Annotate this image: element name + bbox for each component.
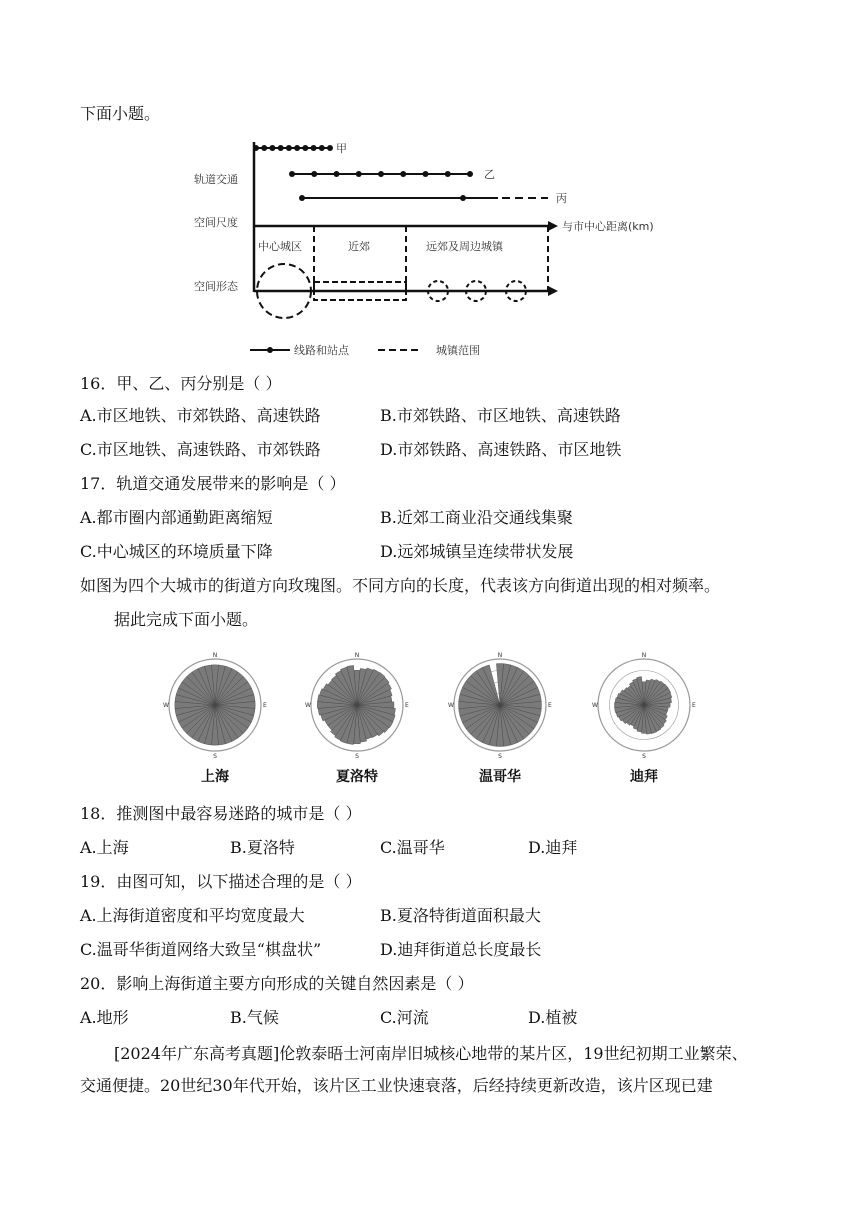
street-orientation-roses xyxy=(150,648,710,768)
q20-option-c: C.河流 xyxy=(380,1008,429,1027)
compass-label: E xyxy=(548,702,552,709)
q18-option-c: C.温哥华 xyxy=(380,838,445,857)
zone-far: 远郊及周边城镇 xyxy=(426,240,503,253)
compass-label: N xyxy=(641,652,647,659)
q19-option-d: D.迪拜街道总长度最长 xyxy=(380,940,542,959)
q19-option-c: C.温哥华街道网络大致呈“棋盘状” xyxy=(80,940,322,959)
zone-center: 中心城区 xyxy=(258,240,302,253)
line-yi xyxy=(289,168,495,181)
q17-option-d: D.远郊城镇呈连续带状发展 xyxy=(380,542,574,561)
line-jia-label: 甲 xyxy=(336,142,347,155)
legend-range: 城镇范围 xyxy=(436,344,480,357)
rail-transit-diagram xyxy=(180,132,700,364)
q18-option-b: B.夏洛特 xyxy=(230,838,295,857)
q16-option-d: D.市郊铁路、高速铁路、市区地铁 xyxy=(380,440,622,459)
zone-near: 近郊 xyxy=(348,240,370,253)
q20-option-b: B.气候 xyxy=(230,1008,279,1027)
q17-option-c: C.中心城区的环境质量下降 xyxy=(80,542,273,561)
rose-chart-3 xyxy=(592,652,696,760)
rose-label-charlotte: 夏洛特 xyxy=(336,769,378,785)
passage3-line2: 交通便捷。20世纪30年代开始，该片区工业快速衰落，后经持续更新改造，该片区现已建 xyxy=(80,1076,713,1095)
compass-label: W xyxy=(305,702,311,709)
q16-option-c: C.市区地铁、高速铁路、市郊铁路 xyxy=(80,440,321,459)
spatial-form xyxy=(254,264,558,318)
q18-option-d: D.迪拜 xyxy=(528,838,578,857)
q19-stem: 19．由图可知，以下描述合理的是（ ） xyxy=(80,872,362,891)
compass-label: E xyxy=(405,702,409,709)
row-label-form: 空间形态 xyxy=(194,280,238,293)
q20-option-d: D.植被 xyxy=(528,1008,578,1027)
q16-option-a: A.市区地铁、市郊铁路、高速铁路 xyxy=(80,406,321,425)
rose-label-vancouver: 温哥华 xyxy=(479,769,521,785)
q19-option-b: B.夏洛特街道面积最大 xyxy=(380,906,541,925)
row-label-scale: 空间尺度 xyxy=(194,216,238,229)
rose-label-dubai: 迪拜 xyxy=(630,769,658,785)
q17-stem: 17．轨道交通发展带来的影响是（ ） xyxy=(80,474,346,493)
q19-option-a: A.上海街道密度和平均宽度最大 xyxy=(80,906,305,925)
compass-label: E xyxy=(263,702,267,709)
compass-label: W xyxy=(163,702,169,709)
axis-label: 与市中心距离(km) xyxy=(562,220,654,233)
row-label-rail: 轨道交通 xyxy=(194,173,238,186)
compass-label: S xyxy=(213,753,217,760)
compass-label: S xyxy=(498,753,502,760)
compass-label: W xyxy=(592,702,598,709)
compass-label: E xyxy=(692,702,696,709)
q18-option-a: A.上海 xyxy=(80,838,129,857)
line-jia xyxy=(253,142,347,155)
passage2-line2: 据此完成下面小题。 xyxy=(114,610,259,629)
compass-label: S xyxy=(355,753,359,760)
q17-option-a: A.都市圈内部通勤距离缩短 xyxy=(80,508,273,527)
line-yi-label: 乙 xyxy=(484,168,495,181)
compass-label: S xyxy=(642,753,646,760)
diagram-legend xyxy=(250,343,480,357)
compass-label: N xyxy=(212,652,218,659)
compass-label: W xyxy=(448,702,454,709)
q20-option-a: A.地形 xyxy=(80,1008,129,1027)
passage3-line1: [2024年广东高考真题]伦敦泰晤士河南岸旧城核心地带的某片区，19世纪初期工业繁荣、 xyxy=(114,1044,748,1063)
q17-option-b: B.近郊工商业沿交通线集聚 xyxy=(380,508,573,527)
q16-option-b: B.市郊铁路、市区地铁、高速铁路 xyxy=(380,406,621,425)
legend-line: 线路和站点 xyxy=(294,344,349,357)
q16-stem: 16．甲、乙、丙分别是（ ） xyxy=(80,374,282,393)
intro-text: 下面小题。 xyxy=(80,104,161,123)
compass-label: N xyxy=(354,652,360,659)
q20-stem: 20．影响上海街道主要方向形成的关键自然因素是（ ） xyxy=(80,974,474,993)
rose-chart-2 xyxy=(448,652,552,760)
rose-label-shanghai: 上海 xyxy=(201,769,229,785)
rose-chart-1 xyxy=(305,652,409,760)
passage2-line1: 如图为四个大城市的街道方向玫瑰图。不同方向的长度，代表该方向街道出现的相对频率。 xyxy=(80,576,721,595)
rose-chart-0 xyxy=(163,652,267,760)
q18-stem: 18．推测图中最容易迷路的城市是（ ） xyxy=(80,804,362,823)
line-bing-label: 丙 xyxy=(556,192,567,205)
compass-label: N xyxy=(497,652,503,659)
line-bing xyxy=(299,192,567,205)
